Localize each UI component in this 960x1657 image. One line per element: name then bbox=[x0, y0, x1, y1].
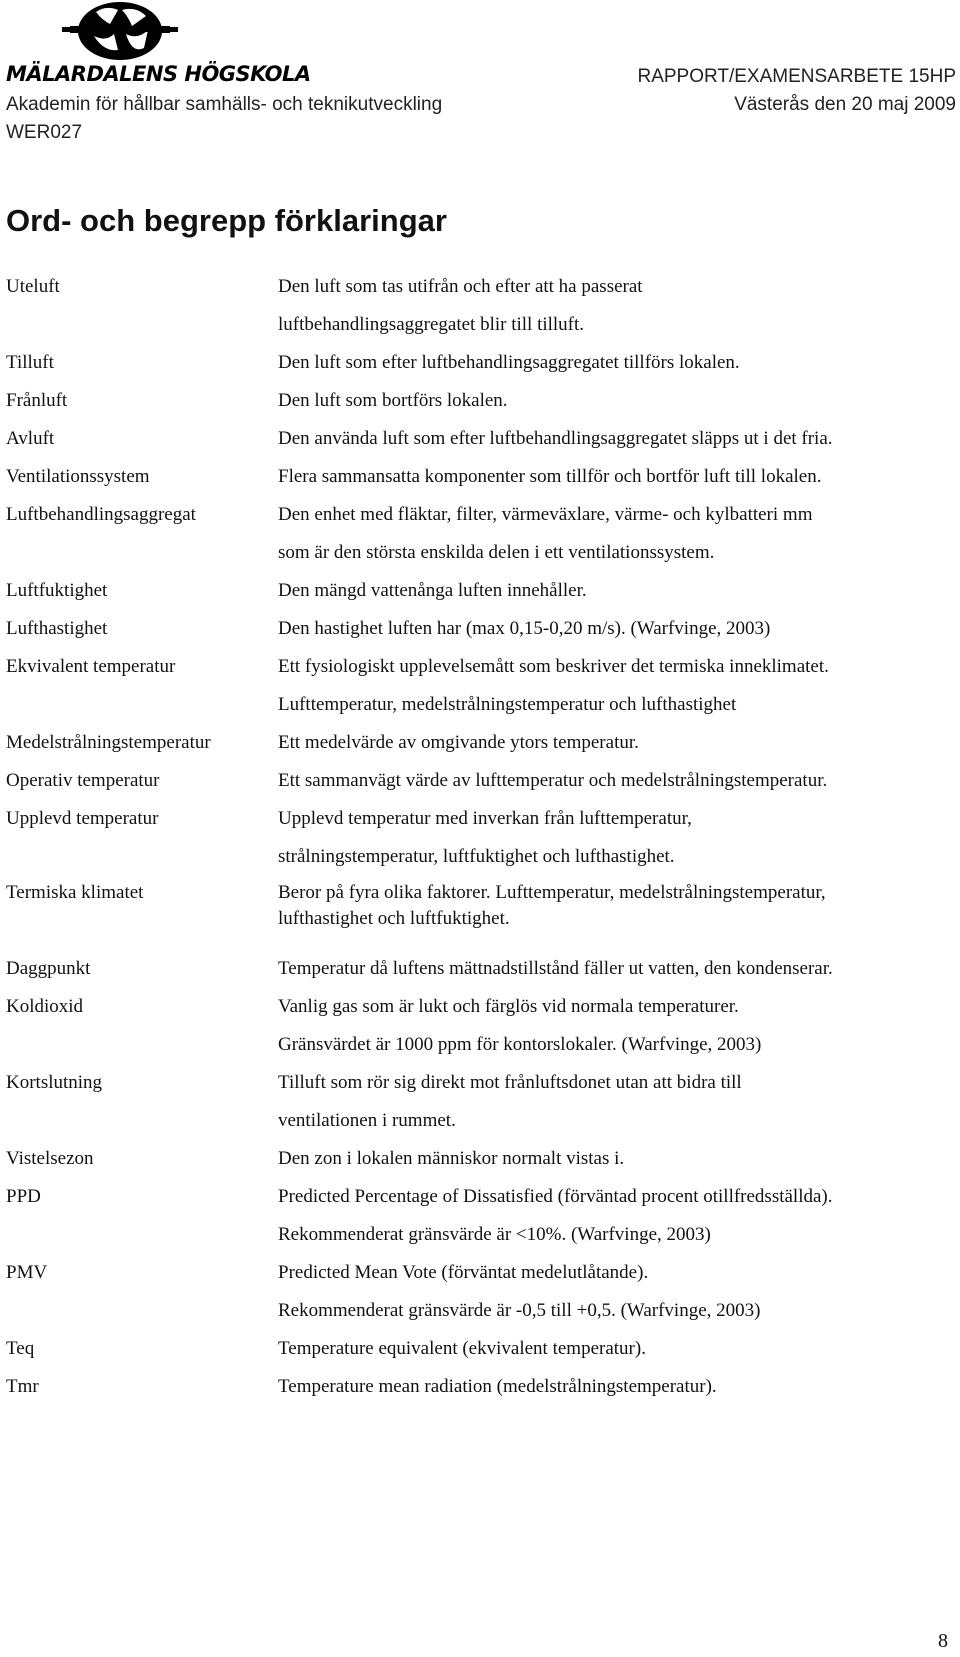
glossary-definition: Den mängd vattenånga luften innehåller. bbox=[278, 580, 587, 601]
page-title: Ord- och begrepp förklaringar bbox=[6, 203, 447, 238]
page-header bbox=[0, 0, 960, 150]
glossary-definition: Ett sammanvägt värde av lufttemperatur och medelstrålningstemperatur. bbox=[278, 770, 828, 791]
glossary-term: PPD bbox=[6, 1186, 41, 1207]
report-type: RAPPORT/EXAMENSARBETE 15HP bbox=[637, 66, 956, 87]
glossary-definition: Flera sammansatta komponenter som tillför och bortför luft till lokalen. bbox=[278, 466, 822, 487]
university-logo-icon bbox=[60, 0, 180, 62]
glossary-term: Upplevd temperatur bbox=[6, 808, 159, 829]
logo-wordmark: MÄLARDALENS HÖGSKOLA bbox=[6, 62, 311, 86]
glossary-definition: Vanlig gas som är lukt och färglös vid normala temperaturer. bbox=[278, 996, 739, 1017]
glossary-definition: Ett fysiologiskt upplevelsemått som beskriver det termiska inneklimatet. bbox=[278, 656, 829, 677]
page-number: 8 bbox=[938, 1630, 948, 1652]
glossary-definition: Temperature equivalent (ekvivalent temperatur). bbox=[278, 1338, 646, 1359]
glossary-definition: Den luft som tas utifrån och efter att ha passerat bbox=[278, 276, 643, 297]
glossary-term: Avluft bbox=[6, 428, 55, 449]
glossary-definition: Den hastighet luften har (max 0,15-0,20 m/s). (Warfvinge, 2003) bbox=[278, 618, 771, 639]
glossary-term: Kortslutning bbox=[6, 1072, 103, 1093]
glossary-definition: ventilationen i rummet. bbox=[278, 1110, 456, 1131]
glossary-definition: Den zon i lokalen människor normalt vistas i. bbox=[278, 1148, 625, 1169]
glossary-definition: Predicted Percentage of Dissatisfied (förväntad procent otillfredsställda). bbox=[278, 1186, 833, 1207]
glossary-definition: som är den största enskilda delen i ett ventilationssystem. bbox=[278, 542, 715, 563]
glossary-definition: Tilluft som rör sig direkt mot frånluftsdonet utan att bidra till bbox=[278, 1072, 742, 1093]
course-code: WER027 bbox=[6, 122, 83, 143]
glossary-term: Luftfuktighet bbox=[6, 580, 108, 601]
glossary-term: Ventilationssystem bbox=[6, 466, 150, 487]
glossary-term: Medelstrålningstemperatur bbox=[6, 732, 211, 753]
glossary-definition: Rekommenderat gränsvärde är <10%. (Warfvinge, 2003) bbox=[278, 1224, 711, 1245]
glossary-definition: lufthastighet och luftfuktighet. bbox=[278, 908, 510, 929]
glossary-term: Termiska klimatet bbox=[6, 882, 144, 903]
glossary-definition: Lufttemperatur, medelstrålningstemperatur och lufthastighet bbox=[278, 694, 737, 715]
glossary-term: Koldioxid bbox=[6, 996, 84, 1017]
glossary-definition: Den luft som efter luftbehandlingsaggregatet tillförs lokalen. bbox=[278, 352, 740, 373]
glossary-definition: Ett medelvärde av omgivande ytors temperatur. bbox=[278, 732, 639, 753]
glossary-term: PMV bbox=[6, 1262, 48, 1283]
glossary-term: Ekvivalent temperatur bbox=[6, 656, 176, 677]
glossary-term: Frånluft bbox=[6, 390, 68, 411]
glossary-definition: Den enhet med fläktar, filter, värmeväxlare, värme- och kylbatteri mm bbox=[278, 504, 813, 525]
glossary-definition: Temperatur då luftens mättnadstillstånd fäller ut vatten, den kondenserar. bbox=[278, 958, 833, 979]
glossary-term: Daggpunkt bbox=[6, 958, 91, 979]
place-date: Västerås den 20 maj 2009 bbox=[734, 94, 956, 115]
glossary-definition: Predicted Mean Vote (förväntat medelutlåtande). bbox=[278, 1262, 649, 1283]
glossary-term: Operativ temperatur bbox=[6, 770, 160, 791]
glossary-definition: Gränsvärdet är 1000 ppm för kontorslokaler. (Warfvinge, 2003) bbox=[278, 1034, 762, 1055]
glossary-definition: Den använda luft som efter luftbehandlingsaggregatet släpps ut i det fria. bbox=[278, 428, 833, 449]
glossary-definition: Temperature mean radiation (medelstrålningstemperatur). bbox=[278, 1376, 717, 1397]
glossary-term: Uteluft bbox=[6, 276, 60, 297]
glossary-term: Vistelsezon bbox=[6, 1148, 94, 1169]
glossary-term: Luftbehandlingsaggregat bbox=[6, 504, 196, 525]
academy-name: Akademin för hållbar samhälls- och teknikutveckling bbox=[6, 94, 443, 115]
glossary-definition: luftbehandlingsaggregatet blir till tilluft. bbox=[278, 314, 585, 335]
glossary-definition: Beror på fyra olika faktorer. Lufttemperatur, medelstrålningstemperatur, bbox=[278, 882, 826, 903]
glossary-term: Tmr bbox=[6, 1376, 39, 1397]
glossary-term: Tilluft bbox=[6, 352, 54, 373]
glossary-definition: Upplevd temperatur med inverkan från lufttemperatur, bbox=[278, 808, 692, 829]
glossary-definition: Den luft som bortförs lokalen. bbox=[278, 390, 508, 411]
glossary-definition: strålningstemperatur, luftfuktighet och lufthastighet. bbox=[278, 846, 675, 867]
glossary-term: Teq bbox=[6, 1338, 35, 1359]
glossary-term: Lufthastighet bbox=[6, 618, 108, 639]
glossary-definition: Rekommenderat gränsvärde är -0,5 till +0,5. (Warfvinge, 2003) bbox=[278, 1300, 761, 1321]
